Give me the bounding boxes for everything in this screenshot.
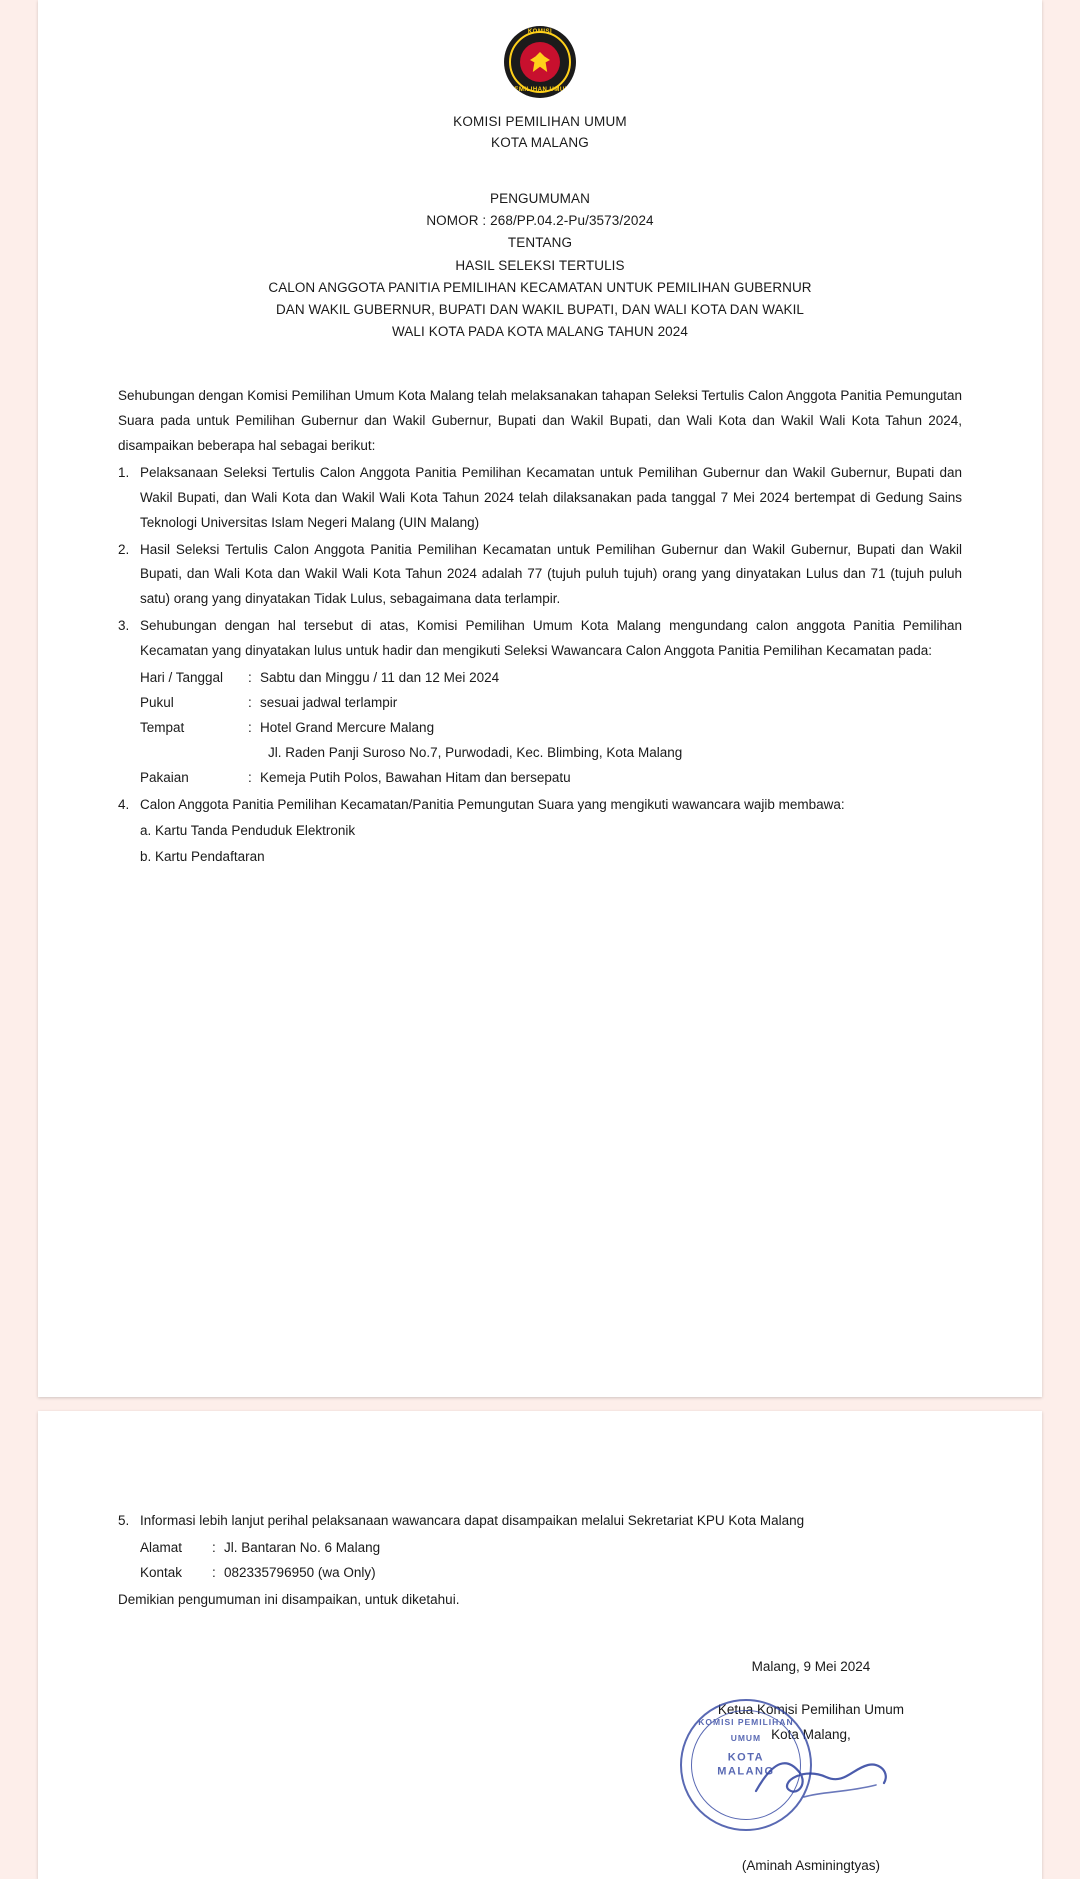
item-text: Pelaksanaan Seleksi Tertulis Calon Anggota Panitia Pemilihan Kecamatan untuk Pemilihan Gubernur dan Wakil Gubernur, Bupati dan Wakil Bupati, dan Wali Kota dan Wakil Wali Kota Tahun 2024 telah dilaksanakan pada tanggal 7 Mei 2024 bertempat di Gedung Sains Teknologi Universitas Islam Negeri Malang (UIN Malang) bbox=[140, 464, 962, 530]
signature-place-date: Malang, 9 Mei 2024 bbox=[751, 1658, 871, 1674]
signature-inner bbox=[698, 1655, 904, 1879]
numbered-list-page2 bbox=[118, 1509, 962, 1534]
detail-separator: : bbox=[248, 695, 252, 711]
item-number: 5. bbox=[118, 1513, 130, 1528]
detail-value: Jl. Bantaran No. 6 Malang bbox=[224, 1539, 381, 1555]
numbered-list bbox=[118, 461, 962, 665]
detail-row bbox=[140, 1561, 962, 1586]
title-heading: PENGUMUMAN bbox=[489, 190, 590, 206]
signature-position-line-1: Ketua Komisi Pemilihan Umum bbox=[717, 1701, 904, 1717]
contact-details bbox=[140, 1536, 962, 1586]
detail-row bbox=[140, 716, 962, 741]
detail-value: Jl. Raden Panji Suroso No.7, Purwodadi, Kec. Blimbing, Kota Malang bbox=[268, 745, 683, 761]
signature-block bbox=[118, 1655, 962, 1879]
title-subject-4: WALI KOTA PADA KOTA MALANG TAHUN 2024 bbox=[391, 324, 689, 340]
closing-paragraph: Demikian pengumuman ini disampaikan, untuk diketahui. bbox=[118, 1591, 460, 1607]
detail-key: Alamat bbox=[140, 1539, 183, 1555]
item-number: 2. bbox=[118, 541, 130, 557]
official-stamp-icon bbox=[680, 1699, 812, 1831]
item-text: Hasil Seleksi Tertulis Calon Anggota Panitia Pemilihan Kecamatan untuk Pemilihan Gubernur dan Wakil Gubernur, Bupati dan Wakil Bupati, dan Wali Kota dan Wakil Wali Kota Tahun 2024 adalah 77 (tujuh puluh tujuh) orang yang dinyatakan Lulus dan 71 (tujuh puluh satu) orang yang dinyatakan Tidak Lulus, sebagaimana data terlampir. bbox=[140, 541, 962, 607]
signature-position-line-2: Kota Malang, bbox=[771, 1726, 851, 1742]
document-body-continued bbox=[118, 1509, 962, 1879]
organization-header bbox=[118, 112, 962, 154]
stamp-core-line-2: MALANG bbox=[717, 1764, 775, 1777]
document-title-block bbox=[118, 188, 962, 344]
stamp-top-text: KOMISI PEMILIHAN UMUM bbox=[698, 1716, 794, 1743]
detail-separator: : bbox=[212, 1539, 216, 1555]
stamp-core-line-1: KOTA bbox=[727, 1751, 765, 1764]
list-item bbox=[118, 1509, 962, 1534]
org-line-2: KOTA MALANG bbox=[491, 134, 589, 150]
title-subject-1: HASIL SELEKSI TERTULIS bbox=[455, 257, 625, 273]
list-item bbox=[118, 793, 962, 818]
detail-key: Kontak bbox=[140, 1564, 183, 1580]
item-text: Sehubungan dengan hal tersebut di atas, Komisi Pemilihan Umum Kota Malang mengundang calon anggota Panitia Pemilihan Kecamatan yang dinyatakan lulus untuk hadir dan mengikuti Seleksi Wawancara Calon Anggota Panitia Pemilihan Kecamatan pada: bbox=[140, 618, 962, 659]
detail-value: Kemeja Putih Polos, Bawahan Hitam dan bersepatu bbox=[260, 770, 571, 786]
item-text: Calon Anggota Panitia Pemilihan Kecamatan/Panitia Pemungutan Suara yang mengikuti wawancara wajib membawa: bbox=[140, 797, 845, 813]
detail-separator: : bbox=[212, 1564, 216, 1580]
title-number: NOMOR : 268/PP.04.2-Pu/3573/2024 bbox=[426, 213, 654, 229]
detail-key: Pukul bbox=[140, 695, 174, 711]
list-item bbox=[118, 461, 962, 536]
detail-separator: : bbox=[248, 670, 252, 686]
detail-separator: : bbox=[248, 770, 252, 786]
title-subject-2: CALON ANGGOTA PANITIA PEMILIHAN KECAMATAN UNTUK PEMILIHAN GUBERNUR bbox=[268, 279, 812, 295]
document-page-2 bbox=[38, 1411, 1042, 1879]
requirements-list bbox=[140, 819, 962, 870]
requirement-item: a. Kartu Tanda Penduduk Elektronik bbox=[140, 823, 356, 839]
detail-row bbox=[140, 666, 962, 691]
detail-row bbox=[140, 741, 962, 766]
item-number: 3. bbox=[118, 618, 130, 634]
opening-paragraph: Sehubungan dengan Komisi Pemilihan Umum Kota Malang telah melaksanakan tahapan Seleksi Tertulis Calon Anggota Panitia Pemungutan Suara pada untuk Pemilihan Gubernur dan Wakil Gubernur, Bupati dan Wakil Bupati, dan Wali Kota dan Wakil Wali Kota Tahun 2024, disampaikan beberapa hal sebagai berikut: bbox=[118, 387, 962, 453]
logo-inner-circle bbox=[520, 42, 560, 82]
org-line-1: KOMISI PEMILIHAN UMUM bbox=[453, 114, 627, 129]
detail-value: Sabtu dan Minggu / 11 dan 12 Mei 2024 bbox=[260, 670, 500, 686]
detail-value: Hotel Grand Mercure Malang bbox=[260, 720, 435, 736]
detail-value: 082335796950 (wa Only) bbox=[224, 1564, 376, 1580]
detail-key: Pakaian bbox=[140, 770, 189, 786]
item-number: 4. bbox=[118, 797, 130, 813]
kpu-logo-icon bbox=[504, 26, 576, 98]
signature-gap bbox=[718, 1680, 904, 1698]
kpu-logo-wrap bbox=[118, 26, 962, 98]
detail-key: Tempat bbox=[140, 720, 185, 736]
invitation-details bbox=[140, 666, 962, 791]
document-page-1 bbox=[38, 0, 1042, 1397]
logo-bottom-text: PEMILIHAN UMUM bbox=[509, 87, 571, 93]
detail-row bbox=[140, 766, 962, 791]
logo-top-text: KOMISI bbox=[527, 29, 553, 35]
detail-separator: : bbox=[248, 720, 252, 736]
detail-row bbox=[140, 1536, 962, 1561]
page-1-spacer bbox=[118, 870, 962, 871]
requirement-item: b. Kartu Pendaftaran bbox=[140, 849, 265, 865]
signature-name: (Aminah Asminingtyas) bbox=[741, 1857, 880, 1873]
list-item bbox=[118, 538, 962, 613]
title-about-label: TENTANG bbox=[507, 235, 573, 251]
numbered-list-continued bbox=[118, 793, 962, 818]
title-subject-3: DAN WAKIL GUBERNUR, BUPATI DAN WAKIL BUPATI, DAN WALI KOTA DAN WAKIL bbox=[276, 302, 804, 318]
list-item bbox=[118, 614, 962, 664]
garuda-icon bbox=[530, 52, 550, 72]
item-number: 1. bbox=[118, 464, 130, 480]
item-text: Informasi lebih lanjut perihal pelaksanaan wawancara dapat disampaikan melalui Sekretariat KPU Kota Malang bbox=[140, 1513, 805, 1528]
stamp-core-text bbox=[717, 1751, 774, 1779]
detail-value: sesuai jadwal terlampir bbox=[260, 695, 398, 711]
document-body bbox=[118, 384, 962, 870]
detail-row bbox=[140, 691, 962, 716]
detail-key: Hari / Tanggal bbox=[140, 670, 224, 686]
